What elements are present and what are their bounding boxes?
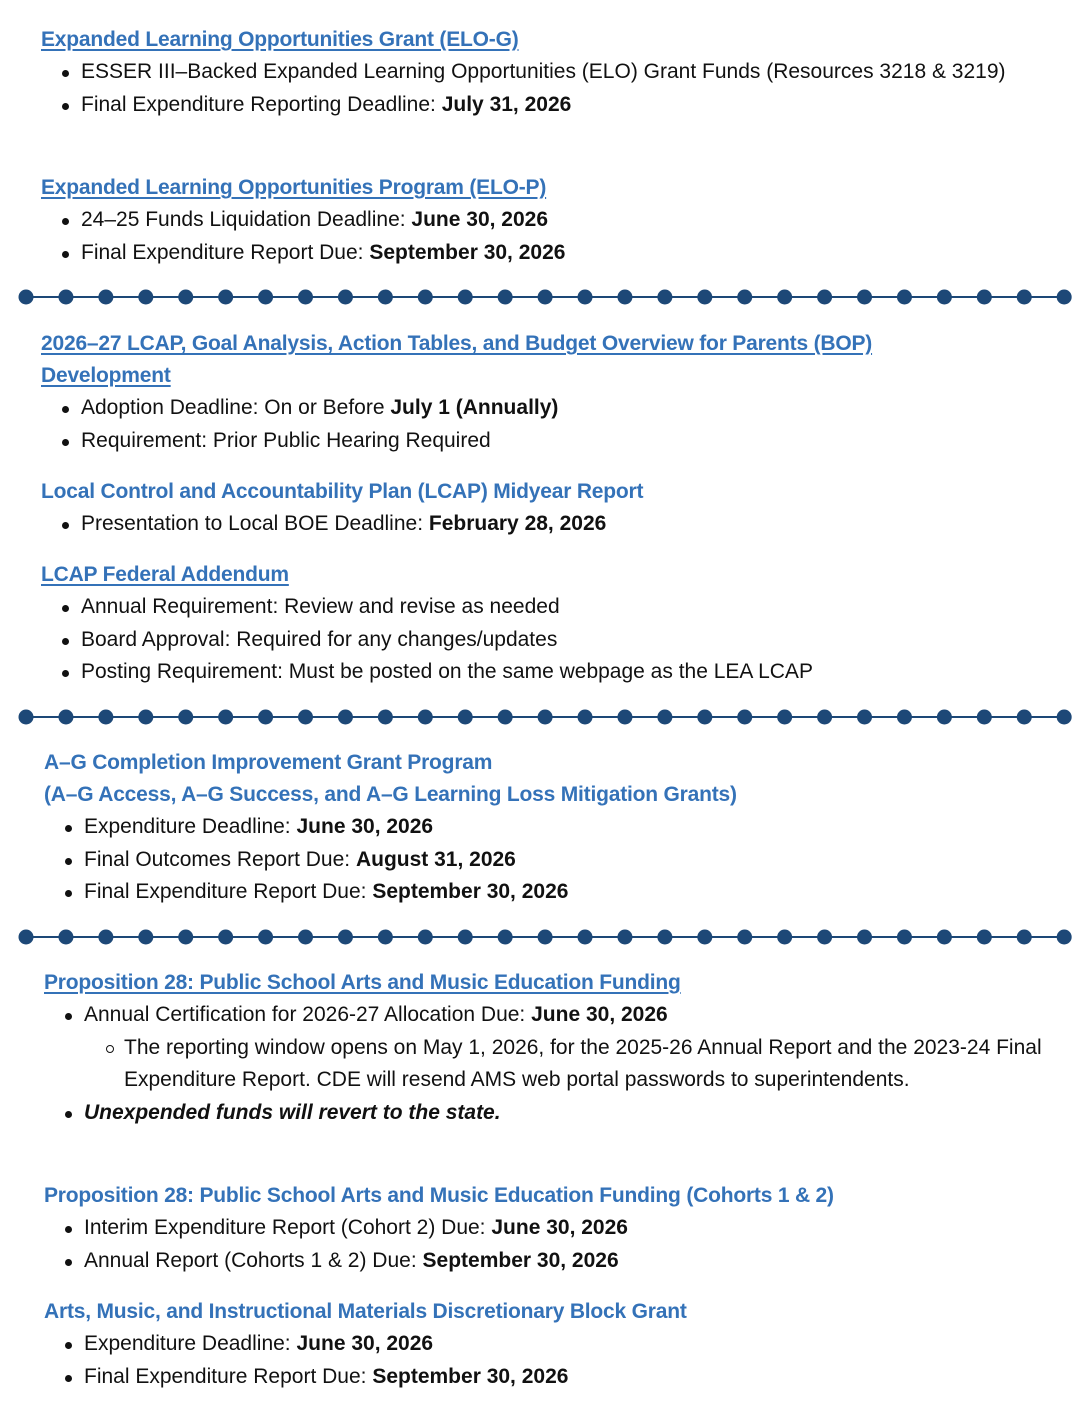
divider-dot <box>178 290 193 305</box>
list-item <box>44 1328 1054 1361</box>
divider-dot <box>737 290 752 305</box>
divider-dot <box>498 930 513 945</box>
divider-dot <box>338 290 353 305</box>
section-prop-28-cohorts <box>44 1180 1054 1277</box>
prop-28-sublist <box>84 1032 1044 1097</box>
divider-dot <box>617 930 632 945</box>
list-item <box>41 392 941 425</box>
divider-dot <box>578 930 593 945</box>
prop-28-cohorts-heading: Proposition 28: Public School Arts and Music Education Funding (Cohorts 1 & 2) <box>44 1184 834 1207</box>
list-item: ESSER III–Backed Expanded Learning Opportunities (ELO) Grant Funds (Resources 3218 & 3219) <box>41 56 1051 89</box>
divider-dot <box>977 710 992 725</box>
divider-dot <box>857 290 872 305</box>
lcap-development-heading-link[interactable]: 2026–27 LCAP, Goal Analysis, Action Tables, and Budget Overview for Parents (BOP) Development <box>41 332 873 387</box>
divider-dot <box>58 710 73 725</box>
divider-dot <box>138 710 153 725</box>
section-lcap-federal-addendum <box>41 559 1051 689</box>
divider-dot <box>538 290 553 305</box>
list-item <box>44 844 1054 877</box>
divider-graphic <box>0 707 1090 727</box>
section-block-grant <box>44 1296 1054 1393</box>
list-item <box>44 1361 1054 1394</box>
divider-dot <box>657 930 672 945</box>
divider-dot <box>697 710 712 725</box>
list-item <box>44 999 1044 1097</box>
divider-dot <box>697 290 712 305</box>
divider-dot <box>378 290 393 305</box>
divider-dot <box>138 290 153 305</box>
dotted-divider <box>0 287 1090 307</box>
divider-dot <box>458 930 473 945</box>
divider-dot <box>1017 930 1032 945</box>
divider-dot <box>258 710 273 725</box>
divider-dot <box>338 930 353 945</box>
list-item <box>44 811 1054 844</box>
divider-dot <box>1017 290 1032 305</box>
deadline-value: June 30, 2026 <box>296 815 434 838</box>
item-label: 24–25 Funds Liquidation Deadline: <box>81 208 412 231</box>
divider-dot <box>937 290 952 305</box>
item-label: Final Expenditure Report Due: <box>84 880 373 903</box>
divider-graphic <box>0 287 1090 307</box>
deadline-value: September 30, 2026 <box>422 1248 619 1272</box>
item-label: Annual Certification for 2026-27 Allocation Due: <box>84 1003 532 1026</box>
block-grant-heading: Arts, Music, and Instructional Materials Discretionary Block Grant <box>44 1300 687 1323</box>
item-label: Presentation to Local BOE Deadline: <box>81 512 429 535</box>
deadline-value: June 30, 2026 <box>411 208 549 231</box>
divider-dot <box>258 930 273 945</box>
divider-dot <box>617 710 632 725</box>
item-label: Final Expenditure Report Due: <box>84 1364 373 1388</box>
divider-dot <box>258 290 273 305</box>
deadline-value: June 30, 2026 <box>296 1332 434 1355</box>
item-label: Final Expenditure Report Due: <box>81 240 370 264</box>
deadline-value: June 30, 2026 <box>491 1216 628 1239</box>
item-label: Final Outcomes Report Due: <box>84 847 356 871</box>
divider-dot <box>498 710 513 725</box>
divider-dot <box>937 930 952 945</box>
deadline-value: July 31, 2026 <box>441 92 572 116</box>
divider-dot <box>857 930 872 945</box>
list-item <box>41 237 1051 270</box>
deadline-value: September 30, 2026 <box>372 880 569 903</box>
divider-dot <box>578 710 593 725</box>
lcap-midyear-list <box>41 508 1051 541</box>
list-item <box>44 1245 1054 1278</box>
item-label: Final Expenditure Reporting Deadline: <box>81 92 442 116</box>
deadline-value: July 1 (Annually) <box>390 396 559 419</box>
item-label: Expenditure Deadline: <box>84 815 297 838</box>
divider-dot <box>977 930 992 945</box>
divider-dot <box>817 290 832 305</box>
section-prop-28 <box>44 967 1044 1129</box>
elo-g-heading-link[interactable]: Expanded Learning Opportunities Grant (ELO-G) <box>41 28 519 51</box>
divider-dot <box>58 290 73 305</box>
lcap-development-list <box>41 392 941 457</box>
divider-dot <box>58 930 73 945</box>
section-elo-g <box>41 24 1051 121</box>
divider-dot <box>1017 710 1032 725</box>
divider-dot <box>138 930 153 945</box>
divider-graphic <box>0 927 1090 947</box>
dotted-divider <box>0 927 1090 947</box>
list-item: Board Approval: Required for any changes/updates <box>41 624 1051 657</box>
list-item <box>41 89 1051 122</box>
list-item <box>41 508 1051 541</box>
divider-dot <box>857 710 872 725</box>
divider-dot <box>977 290 992 305</box>
divider-dot <box>817 930 832 945</box>
divider-dot <box>657 710 672 725</box>
deadline-value: September 30, 2026 <box>372 1364 569 1388</box>
divider-dot <box>1057 290 1072 305</box>
divider-dot <box>777 930 792 945</box>
divider-dot <box>178 930 193 945</box>
deadline-value: September 30, 2026 <box>369 240 566 264</box>
divider-dot <box>817 710 832 725</box>
divider-dot <box>498 290 513 305</box>
list-item-note <box>44 1097 1044 1130</box>
a-g-list <box>44 811 1054 909</box>
divider-dot <box>378 710 393 725</box>
divider-dot <box>897 930 912 945</box>
item-label: Adoption Deadline: On or Before <box>81 396 391 419</box>
divider-dot <box>298 710 313 725</box>
deadline-value: August 31, 2026 <box>355 847 516 871</box>
divider-dot <box>578 290 593 305</box>
a-g-heading-line2: (A–G Access, A–G Success, and A–G Learning Loss Mitigation Grants) <box>44 783 737 806</box>
divider-dot <box>98 290 113 305</box>
divider-dot <box>617 290 632 305</box>
elo-g-list <box>41 56 1051 121</box>
item-label: Annual Report (Cohorts 1 & 2) Due: <box>84 1248 423 1272</box>
elo-p-list <box>41 204 1051 269</box>
elo-p-heading-link[interactable]: Expanded Learning Opportunities Program (ELO-P) <box>41 176 547 199</box>
sub-list-item: The reporting window opens on May 1, 2026, for the 2025-26 Annual Report and the 2023-24 Final Expenditure Report. CDE will resend AMS web portal passwords to superintendents. <box>84 1032 1044 1097</box>
prop-28-list <box>44 999 1044 1129</box>
divider-dot <box>418 930 433 945</box>
divider-dot <box>777 290 792 305</box>
divider-dot <box>378 930 393 945</box>
lcap-midyear-heading: Local Control and Accountability Plan (LCAP) Midyear Report <box>41 480 644 503</box>
divider-dot <box>19 710 34 725</box>
divider-dot <box>418 710 433 725</box>
divider-dot <box>218 930 233 945</box>
list-item: Annual Requirement: Review and revise as needed <box>41 591 1051 624</box>
section-lcap-development <box>41 328 941 457</box>
divider-dot <box>338 710 353 725</box>
item-label: Interim Expenditure Report (Cohort 2) Due: <box>84 1216 492 1239</box>
a-g-heading-line1: A–G Completion Improvement Grant Program <box>44 751 493 774</box>
deadline-value: June 30, 2026 <box>531 1003 668 1026</box>
list-item: Posting Requirement: Must be posted on the same webpage as the LEA LCAP <box>41 656 1051 689</box>
divider-dot <box>98 710 113 725</box>
block-grant-list <box>44 1328 1054 1393</box>
divider-dot <box>657 290 672 305</box>
divider-dot <box>897 710 912 725</box>
divider-dot <box>737 930 752 945</box>
divider-dot <box>298 930 313 945</box>
divider-dot <box>538 930 553 945</box>
divider-dot <box>418 290 433 305</box>
prop-28-heading-link[interactable]: Proposition 28: Public School Arts and Music Education Funding <box>44 971 681 994</box>
divider-dot <box>737 710 752 725</box>
prop-28-cohorts-list <box>44 1212 1054 1277</box>
divider-dot <box>1057 930 1072 945</box>
revert-note: Unexpended funds will revert to the state. <box>84 1100 501 1124</box>
section-lcap-midyear <box>41 476 1051 541</box>
divider-dot <box>298 290 313 305</box>
list-item: Requirement: Prior Public Hearing Required <box>41 425 941 458</box>
section-elo-p <box>41 172 1051 269</box>
divider-dot <box>1057 710 1072 725</box>
divider-dot <box>218 710 233 725</box>
list-item <box>44 1212 1054 1245</box>
lcap-federal-list <box>41 591 1051 689</box>
divider-dot <box>777 710 792 725</box>
item-label: Expenditure Deadline: <box>84 1332 297 1355</box>
divider-dot <box>218 290 233 305</box>
divider-dot <box>458 290 473 305</box>
divider-dot <box>178 710 193 725</box>
deadline-value: February 28, 2026 <box>428 512 607 535</box>
divider-dot <box>538 710 553 725</box>
lcap-federal-addendum-heading-link[interactable]: LCAP Federal Addendum <box>41 563 289 586</box>
list-item <box>44 876 1054 909</box>
divider-dot <box>937 710 952 725</box>
divider-dot <box>19 290 34 305</box>
section-a-g-grant <box>44 747 1054 909</box>
list-item <box>41 204 1051 237</box>
divider-dot <box>458 710 473 725</box>
dotted-divider <box>0 707 1090 727</box>
divider-dot <box>98 930 113 945</box>
divider-dot <box>19 930 34 945</box>
divider-dot <box>897 290 912 305</box>
divider-dot <box>697 930 712 945</box>
